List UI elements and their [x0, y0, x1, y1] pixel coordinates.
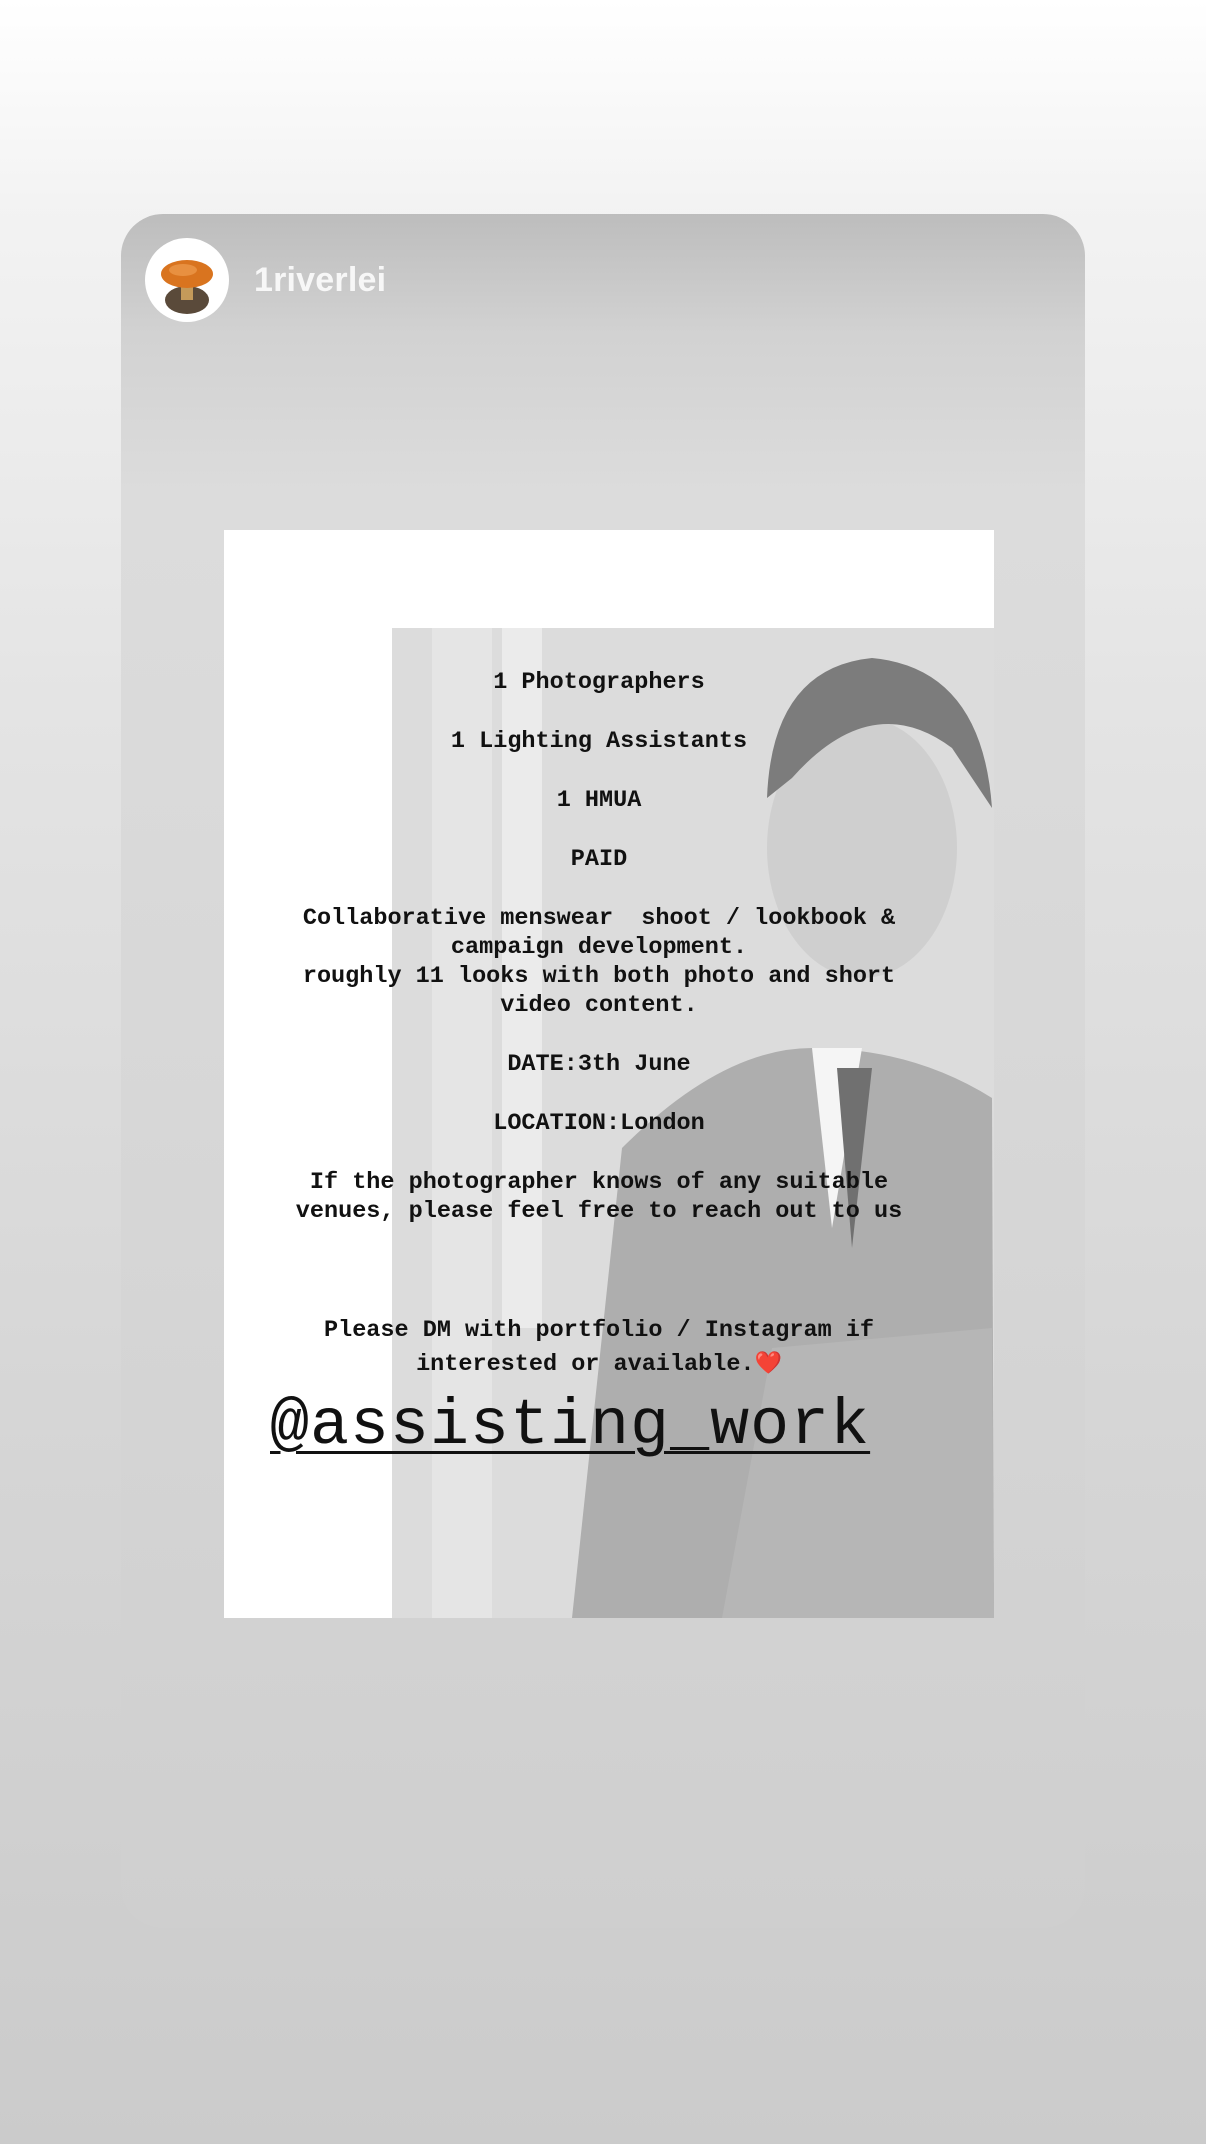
- poster-line-date: DATE:3th June: [507, 1051, 691, 1078]
- story-card[interactable]: [121, 214, 1085, 1928]
- poster-line-venues-2: venues, please feel free to reach out to us: [295, 1198, 903, 1225]
- story-username[interactable]: 1riverlei: [254, 260, 387, 299]
- mushroom-avatar-icon[interactable]: [145, 238, 229, 322]
- heart-icon: ❤️: [754, 1351, 782, 1376]
- poster-line-description-4: video content.: [500, 992, 698, 1019]
- casting-poster: [224, 530, 994, 1618]
- poster-line-description-1: Collaborative menswear shoot / lookbook &: [302, 905, 896, 932]
- poster-line-dm-1: Please DM with portfolio / Instagram if: [324, 1317, 874, 1344]
- poster-line-photographers: 1 Photographers: [493, 669, 705, 696]
- poster-line-venues-1: If the photographer knows of any suitable: [309, 1169, 889, 1196]
- poster-line-dm-2-text: interested or available.: [416, 1351, 755, 1378]
- poster-line-description-3: roughly 11 looks with both photo and short: [302, 963, 896, 990]
- poster-line-dm-2: [224, 1349, 974, 1380]
- poster-line-location: LOCATION:London: [493, 1110, 705, 1137]
- poster-line-description-2: campaign development.: [450, 934, 748, 961]
- instagram-handle-link[interactable]: @assisting_work: [270, 1389, 871, 1463]
- poster-line-hmua: 1 HMUA: [556, 787, 642, 814]
- poster-line-paid: PAID: [570, 846, 628, 873]
- story-header: [145, 238, 386, 322]
- poster-line-lighting: 1 Lighting Assistants: [450, 728, 748, 755]
